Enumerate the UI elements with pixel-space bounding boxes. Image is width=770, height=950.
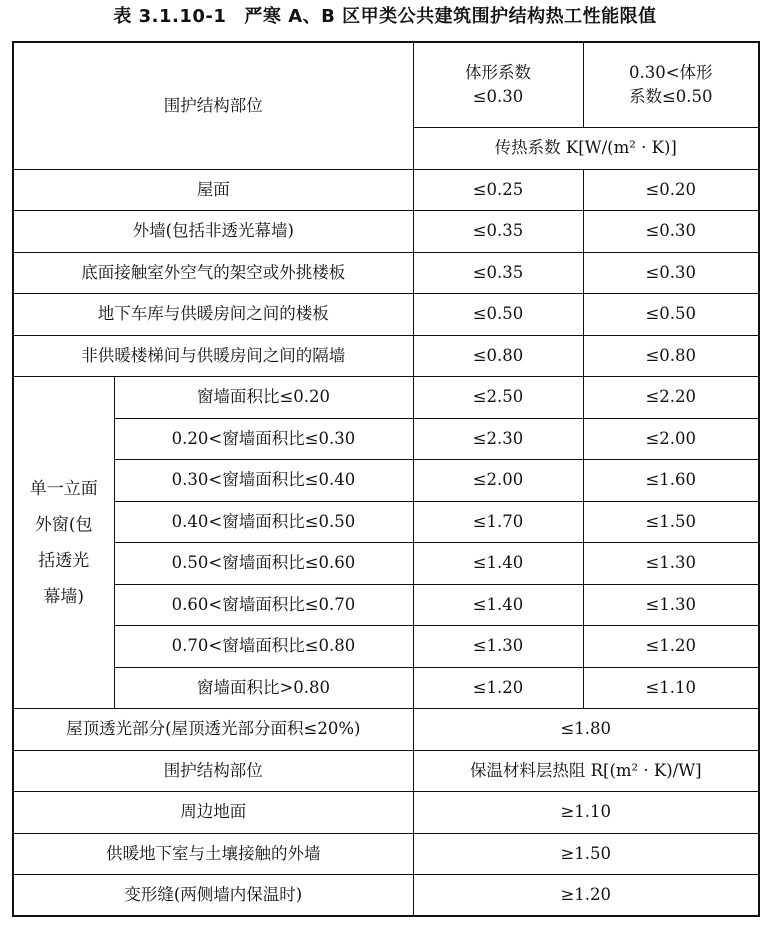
header-col1-label: 体形系数 ≤0.30 — [465, 63, 531, 106]
row-value-col1: ≤0.80 — [413, 335, 583, 377]
window-row — [13, 584, 759, 626]
window-row-value-col2: ≤1.20 — [583, 626, 759, 668]
r-row-label: 周边地面 — [13, 792, 413, 834]
r-row — [13, 875, 759, 917]
header-col2-cell — [583, 42, 759, 128]
window-row-value-col1: ≤2.30 — [413, 418, 583, 460]
r-row-value: ≥1.10 — [413, 792, 759, 834]
window-row-label: 0.30<窗墙面积比≤0.40 — [114, 460, 413, 502]
window-group-text: 单一立面 外窗(包 括透光 幕墙) — [29, 478, 98, 607]
r-row — [13, 833, 759, 875]
skylight-label: 屋顶透光部分(屋顶透光部分面积≤20%) — [13, 709, 413, 751]
table-number: 表 3.1.10-1 — [113, 6, 227, 27]
row-value-col1: ≤0.35 — [413, 211, 583, 253]
window-row-value-col2: ≤1.50 — [583, 501, 759, 543]
window-row-label: 0.50<窗墙面积比≤0.60 — [114, 543, 413, 585]
window-row-value-col2: ≤1.30 — [583, 584, 759, 626]
row-value-col1: ≤0.35 — [413, 252, 583, 294]
window-row-value-col1: ≤1.70 — [413, 501, 583, 543]
r-header-label-cell: 保温材料层热阻 R[(m² · K)/W] — [413, 750, 759, 792]
row-value-col2: ≤0.80 — [583, 335, 759, 377]
r-row-value: ≥1.20 — [413, 875, 759, 917]
window-row — [13, 543, 759, 585]
window-row — [13, 626, 759, 668]
window-row-label: 0.20<窗墙面积比≤0.30 — [114, 418, 413, 460]
r-row-label: 供暖地下室与土壤接触的外墙 — [13, 833, 413, 875]
window-row — [13, 667, 759, 709]
row-value-col2: ≤0.50 — [583, 294, 759, 336]
window-row-value-col1: ≤1.30 — [413, 626, 583, 668]
table-row — [13, 169, 759, 211]
row-label: 底面接触室外空气的架空或外挑楼板 — [13, 252, 413, 294]
r-header-part-cell: 围护结构部位 — [13, 750, 413, 792]
table-title — [0, 0, 770, 36]
window-row-value-col1: ≤2.00 — [413, 460, 583, 502]
window-row-value-col1: ≤1.40 — [413, 584, 583, 626]
window-row-label: 窗墙面积比>0.80 — [114, 667, 413, 709]
window-row-value-col2: ≤1.30 — [583, 543, 759, 585]
header-col1-cell — [413, 42, 583, 128]
window-row-value-col2: ≤2.00 — [583, 418, 759, 460]
row-value-col1: ≤0.50 — [413, 294, 583, 336]
window-row-value-col1: ≤2.50 — [413, 377, 583, 419]
window-row-label: 0.40<窗墙面积比≤0.50 — [114, 501, 413, 543]
row-value-col2: ≤0.30 — [583, 252, 759, 294]
table-row — [13, 335, 759, 377]
table-row — [13, 211, 759, 253]
table-row — [13, 252, 759, 294]
thermal-performance-table — [12, 41, 760, 917]
row-label: 外墙(包括非透光幕墙) — [13, 211, 413, 253]
window-row — [13, 418, 759, 460]
window-row — [13, 501, 759, 543]
window-row — [13, 377, 759, 419]
row-value-col2: ≤0.30 — [583, 211, 759, 253]
window-row-value-col2: ≤2.20 — [583, 377, 759, 419]
window-row — [13, 460, 759, 502]
table-row — [13, 294, 759, 336]
header-part-cell: 围护结构部位 — [13, 42, 413, 169]
table-caption: 严寒 A、B 区甲类公共建筑围护结构热工性能限值 — [244, 6, 657, 27]
r-row-label: 变形缝(两侧墙内保温时) — [13, 875, 413, 917]
header-row — [13, 42, 759, 128]
window-row-value-col1: ≤1.20 — [413, 667, 583, 709]
r-header-row — [13, 750, 759, 792]
row-value-col1: ≤0.25 — [413, 169, 583, 211]
skylight-row — [13, 709, 759, 751]
r-row — [13, 792, 759, 834]
window-row-label: 窗墙面积比≤0.20 — [114, 377, 413, 419]
window-row-label: 0.70<窗墙面积比≤0.80 — [114, 626, 413, 668]
row-label: 地下车库与供暖房间之间的楼板 — [13, 294, 413, 336]
row-label: 非供暖楼梯间与供暖房间之间的隔墙 — [13, 335, 413, 377]
window-row-value-col2: ≤1.10 — [583, 667, 759, 709]
row-label: 屋面 — [13, 169, 413, 211]
skylight-value: ≤1.80 — [413, 709, 759, 751]
r-row-value: ≥1.50 — [413, 833, 759, 875]
row-value-col2: ≤0.20 — [583, 169, 759, 211]
window-row-value-col2: ≤1.60 — [583, 460, 759, 502]
header-col2-label: 0.30<体形 系数≤0.50 — [628, 63, 713, 106]
window-group-label — [13, 377, 114, 709]
header-k-cell: 传热系数 K[W/(m² · K)] — [413, 128, 759, 170]
window-row-label: 0.60<窗墙面积比≤0.70 — [114, 584, 413, 626]
window-row-value-col1: ≤1.40 — [413, 543, 583, 585]
